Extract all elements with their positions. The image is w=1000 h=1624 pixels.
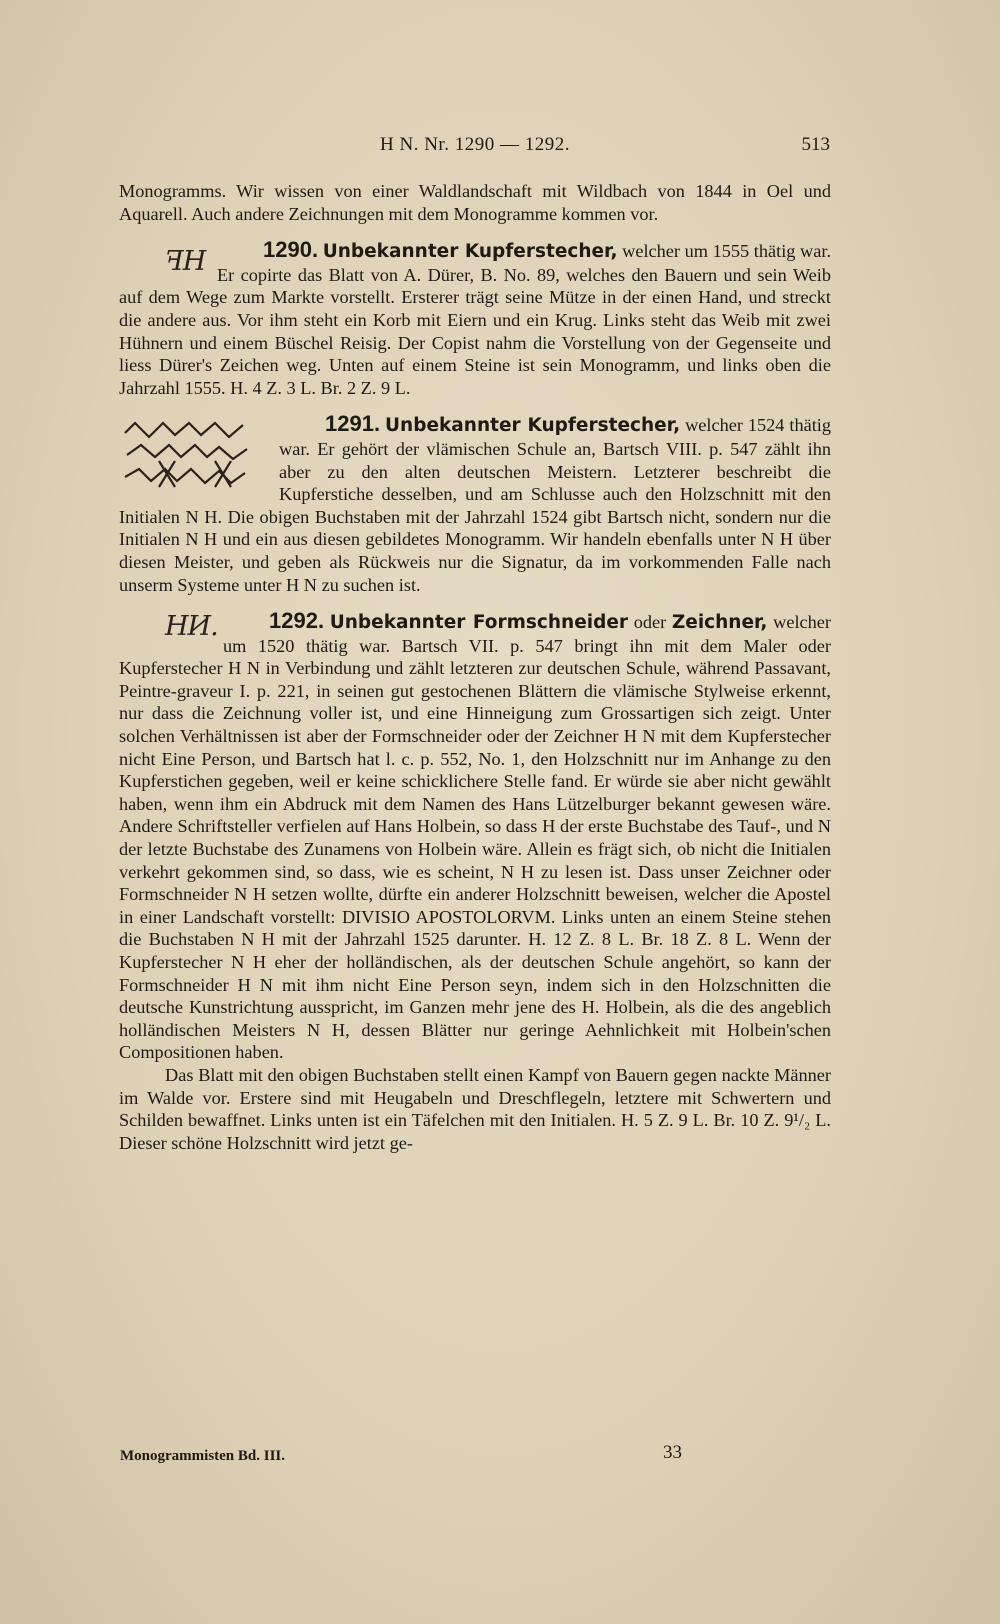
entry-paragraph [119, 413, 831, 596]
entry-text: welcher um 1555 thätig war. Er copirte das Blatt von A. Dürer, B. No. 89, welches den Bauern und sein Weib auf dem Wege zum Markte vorstellt. Ersterer trägt seine Mütze in der einen Hand, und streckt die andere aus. Vor ihm steht ein Korb mit Eiern und ein Krug. Links steht das Weib mit zwei Hühnern und einem Büschel Reisig. Der Copist nahm die Vorstellung von der Gegenseite und liess Dürer's Zeichen weg. Unten auf einem Steine ist sein Monogramm, und links oben die Jahrzahl 1555. H. 4 Z. 3 L. Br. 2 Z. 9 L. [119, 241, 832, 398]
entry-paragraph [119, 239, 831, 399]
entry-paragraph [119, 610, 831, 1064]
monogram-mark: ꟻH [165, 246, 206, 278]
entry-heading: Unbekannter Formschneider [329, 612, 629, 634]
entry-text: welcher um 1520 thätig war. Bartsch VII. p. 547 bringt ihn mit dem Maler oder Kupferstecher H N in Verbindung und zählt letzteren zur deutschen Schule, während Passavant, Peintre-graveur I. p. 221, in seinen gut gestochenen Blättern die vlämische Stylweise erkennt, nur dass die Zeichnung voller ist, und eine Hinneigung zum Grossartigen sich zeigt. Unter solchen Verhältnissen ist aber der Formschneider oder der Zeichner H N mit dem Kupferstecher nicht Eine Person, und Bartsch hat l. c. p. 552, No. 1, den Holzschnitt nur im Anhange zu den Kupferstichen gegeben, weil er keine schicklichere Stelle fand. Er würde sie aber nicht gewählt haben, wenn ihm ein Abdruck mit dem Namen des Hans Lützelburger bekannt gewesen wäre. Andere Schriftsteller verfielen auf Hans Holbein, so dass H der erste Buchstabe des Tauf-, und N der letzte Buchstabe des Zunamens von Holbein wäre. Allein es frägt sich, ob nicht die Initialen verkehrt gekommen sind, so dass, wie es scheint, N H zu lesen ist. Dass unser Zeichner oder Formschneider N H setzen wollte, dürfte ein anderer Holzschnitt beweisen, welcher die Apostel in einer Landschaft vorstellt: DIVISIO APOSTOLORVM. Links unten an einem Steine stehen die Buchstaben N H mit der Jahrzahl 1525 darunter. H. 12 Z. 8 L. Br. 18 Z. 8 L. Wenn der Kupferstecher N H eher der holländischen, als der deutschen Schule angehört, so kann der Formschneider H N mit ihm nicht Eine Person seyn, indem sich in den Holzschnitten die deutsche Kunstrichtung ausspricht, im Ganzen mehr jene des H. Holbein, als die des angeblich holländischen Meisters N H, dessen Blätter nur geringe Aehnlichkeit mit Holbein'schen Compositionen haben. [119, 612, 831, 1063]
signature-mark: 33 [663, 1442, 682, 1463]
entry-number: 1291. [325, 411, 381, 437]
entry-number: 1292. [269, 608, 325, 634]
entry-1292 [119, 610, 831, 1154]
intro-paragraph: Monogramms. Wir wissen von einer Waldlandschaft mit Wildbach von 1844 in Oel und Aquarell. Auch andere Zeichnungen mit dem Monogramme kommen vor. [119, 181, 831, 224]
entry-text: welcher 1524 thätig war. Er gehört der vlämischen Schule an, Bartsch VIII. p. 547 zählt ihn aber zu den alten deutschen Meistern. Letzterer beschreibt die Kupferstiche desselben, und am Schlusse auch den Holzschnitt mit den Initialen N H. Die obigen Buchstaben mit der Jahrzahl 1524 gibt Bartsch nicht, sondern nur die Initialen N H und ein aus diesen gebildetes Monogramm. Wir handeln ebenfalls unter N H über diesen Meister, und geben als Rückweis nur die Signatur, da im vorkommenden Falle nach unserm Systeme unter H N zu suchen ist. [119, 415, 832, 595]
entry-number: 1290. [263, 237, 319, 263]
running-title: H N. Nr. 1290 — 1292. [380, 134, 570, 155]
page-number: 513 [801, 134, 830, 155]
body-text [119, 180, 831, 1154]
monogram-drawing [119, 417, 265, 497]
entry-paragraph: Das Blatt mit den obigen Buchstaben stellt einen Kampf von Bauern gegen nackte Männer im Walde vor. Erstere sind mit Heugabeln und Dreschflegeln, letztere mit Schwertern und Schilden bewaffnet. Links unten ist ein Täfelchen mit den Initialen. H. 5 Z. 9 L. Br. 10 Z. 9¹/₂ L. Dieser schöne Holzschnitt wird jetzt ge- [119, 1064, 831, 1153]
entry-1291 [119, 413, 831, 596]
entry-heading: Unbekannter Kupferstecher, [385, 415, 681, 437]
book-title: Monogrammisten Bd. III. [120, 1448, 286, 1464]
monogram-mark: HИ. [165, 611, 218, 643]
page-footer [120, 1442, 682, 1470]
entry-heading-second: Zeichner, [671, 612, 768, 634]
monogram-mark [119, 417, 265, 497]
running-header [120, 134, 830, 160]
entry-heading-mid: oder [633, 612, 667, 633]
entry-1290 [119, 239, 831, 399]
entry-heading: Unbekannter Kupferstecher, [322, 241, 618, 263]
